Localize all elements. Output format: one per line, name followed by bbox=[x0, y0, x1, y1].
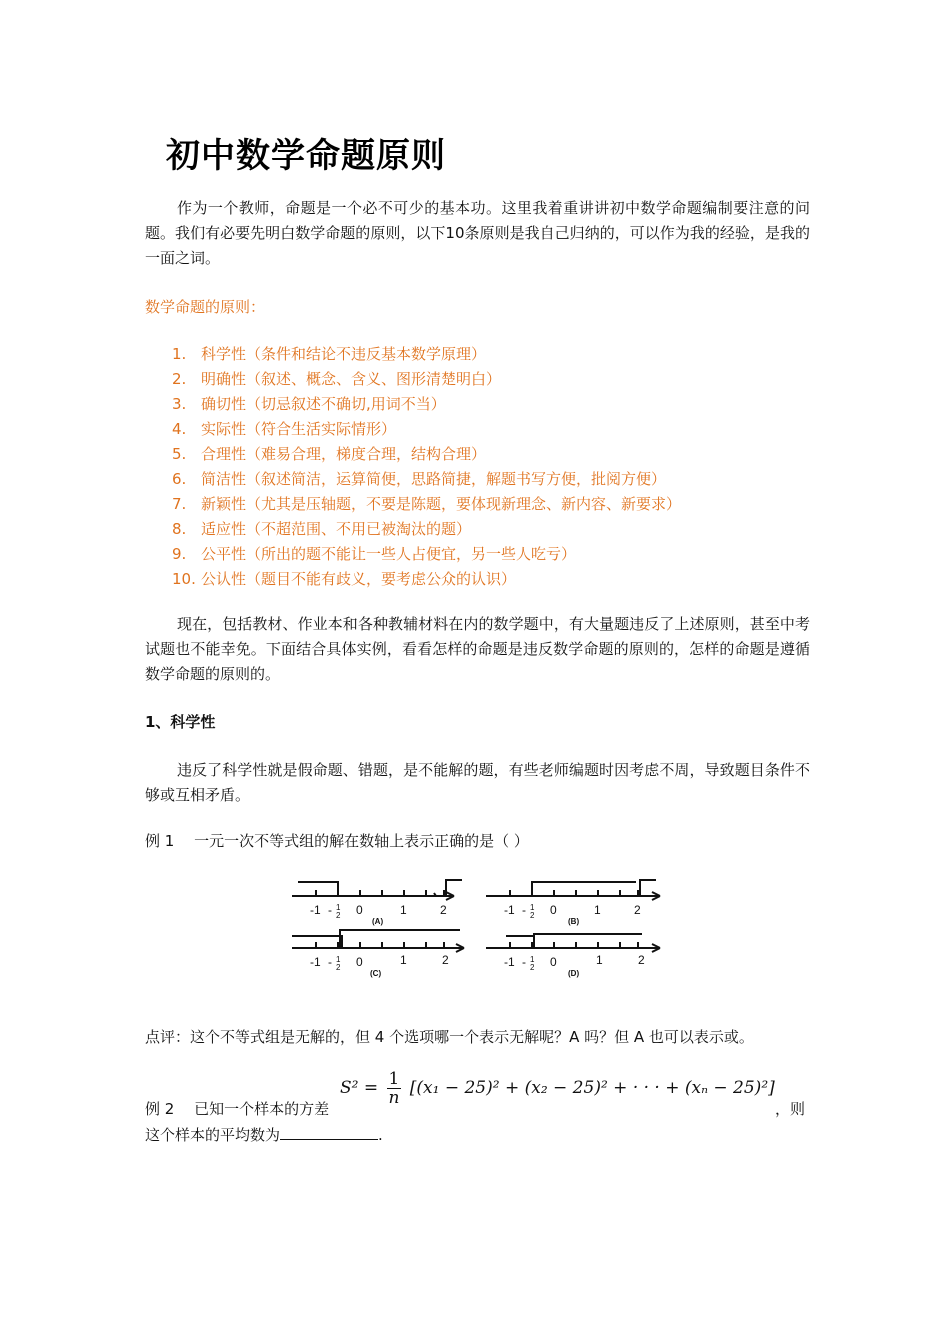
tick-label: 0 bbox=[356, 955, 363, 969]
list-item: 8. 适应性（不超范围、不用已被淘汰的题） bbox=[172, 520, 472, 538]
fraction-denominator: n bbox=[388, 1088, 400, 1108]
number-line-d bbox=[486, 934, 660, 952]
example-2-line2 bbox=[145, 1124, 383, 1145]
tick-label: 2 bbox=[442, 953, 449, 967]
analysis-paragraph: 现在，包括教材、作业本和各种教辅材料在内的数学题中，有大量题违反了上述原则，甚至中考试题也不能幸免。下面结合具体实例，看看怎样的命题是违反数学命题的原则的，怎样的命题是遵循数学命题的原则的。 bbox=[145, 615, 810, 683]
tick-label: 1 bbox=[594, 903, 601, 917]
tick-label: 1 bbox=[400, 953, 407, 967]
list-item: 1. 科学性（条件和结论不违反基本数学原理） bbox=[172, 345, 487, 363]
tick-label: 1 bbox=[336, 955, 341, 964]
tick-label: -1 bbox=[504, 903, 515, 917]
list-item: 4. 实际性（符合生活实际情形） bbox=[172, 420, 397, 438]
fraction-numerator: 1 bbox=[388, 1069, 400, 1089]
tick-label: 2 bbox=[336, 963, 341, 972]
tick-label: 1 bbox=[530, 955, 535, 964]
example-2-suffix: ，则 bbox=[775, 1100, 806, 1118]
list-item: 3. 确切性（切忌叙述不确切,用词不当） bbox=[172, 395, 446, 413]
number-line-c bbox=[292, 930, 464, 952]
list-item: 10. 公认性（题目不能有歧义，要考虑公众的认识） bbox=[172, 570, 517, 588]
formula-rhs: [(x₁ − 25)² + (x₂ − 25)² + · · · + (xₙ − 25)²] bbox=[409, 1078, 775, 1098]
option-label-d: (D) bbox=[568, 969, 580, 978]
variance-formula bbox=[340, 1070, 775, 1107]
list-item: 5. 合理性（难易合理，梯度合理，结构合理） bbox=[172, 445, 487, 463]
intro-paragraph: 作为一个教师，命题是一个必不可少的基本功。这里我着重讲讲初中数学命题编制要注意的问题。我们有必要先明白数学命题的原则，以下10条原则是我自己归纳的，可以作为我的经验，是我的一面之词。 bbox=[145, 199, 810, 267]
list-item: 6. 简洁性（叙述简洁，运算简便，思路简捷，解题书写方便，批阅方便） bbox=[172, 470, 667, 488]
tick-label: - bbox=[522, 955, 526, 969]
formula-fraction bbox=[387, 1070, 402, 1107]
tick-label: 0 bbox=[550, 955, 557, 969]
answer-blank[interactable] bbox=[280, 1125, 378, 1140]
tick-label: - bbox=[328, 955, 332, 969]
option-label-b: (B) bbox=[568, 917, 580, 926]
tick-label: 2 bbox=[638, 953, 645, 967]
tick-label: -1 bbox=[310, 903, 321, 917]
number-line-b bbox=[486, 880, 660, 900]
tick-label: 1 bbox=[336, 903, 341, 912]
tick-label: 2 bbox=[634, 903, 641, 917]
list-item: 7. 新颖性（尤其是压轴题，不要是陈题，要体现新理念、新内容、新要求） bbox=[172, 495, 682, 513]
formula-lhs: S² = bbox=[340, 1078, 379, 1098]
tick-label: 2 bbox=[336, 911, 341, 920]
tick-label: 0 bbox=[356, 903, 363, 917]
section-heading-science: 1、科学性 bbox=[145, 713, 216, 731]
example-2-end: . bbox=[378, 1126, 383, 1144]
tick-label: 1 bbox=[530, 903, 535, 912]
option-label-c: (C) bbox=[370, 969, 382, 978]
option-label-a: (A) bbox=[372, 917, 384, 926]
number-line-a bbox=[292, 880, 462, 900]
tick-label: - bbox=[522, 903, 526, 917]
example-1-question: 例 1 一元一次不等式组的解在数轴上表示正确的是（ ） bbox=[145, 832, 529, 850]
tick-label: - bbox=[328, 903, 332, 917]
tick-label: -1 bbox=[504, 955, 515, 969]
principles-list bbox=[172, 342, 681, 592]
tick-label: 1 bbox=[596, 953, 603, 967]
list-item: 2. 明确性（叙述、概念、含义、图形清楚明白） bbox=[172, 370, 502, 388]
page-title: 初中数学命题原则 bbox=[166, 136, 446, 176]
example-2-prefix: 例 2 已知一个样本的方差 bbox=[145, 1100, 330, 1118]
tick-label: 2 bbox=[530, 963, 535, 972]
tick-label: 1 bbox=[400, 903, 407, 917]
example-1-comment: 点评：这个不等式组是无解的，但 4 个选项哪一个表示无解呢？A 吗？但 A 也可以表示或。 bbox=[145, 1028, 754, 1046]
list-item: 9. 公平性（所出的题不能让一些人占便宜，另一些人吃亏） bbox=[172, 545, 577, 563]
number-line-figure bbox=[286, 868, 666, 980]
example-2-line2-text: 这个样本的平均数为 bbox=[145, 1126, 281, 1144]
tick-label: 0 bbox=[550, 903, 557, 917]
tick-label: 2 bbox=[530, 911, 535, 920]
tick-label: -1 bbox=[310, 955, 321, 969]
tick-label: 2 bbox=[440, 903, 447, 917]
science-paragraph: 违反了科学性就是假命题、错题，是不能解的题，有些老师编题时因考虑不周，导致题目条件不够或互相矛盾。 bbox=[145, 761, 810, 804]
principles-heading: 数学命题的原则： bbox=[145, 298, 266, 316]
